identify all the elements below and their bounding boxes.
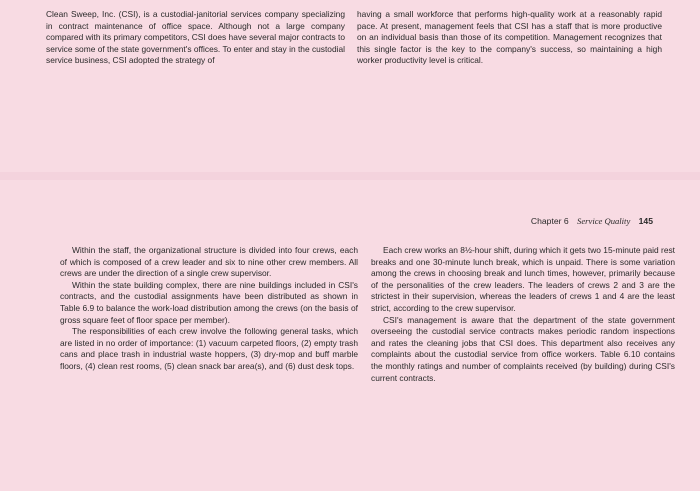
body-paragraph: Within the staff, the organizational structure is divided into four crews, each of which is composed of a crew leader and six to nine other crew members. All crews are under the direction of a single crew supervisor. (60, 245, 358, 279)
bottom-right-column (371, 245, 675, 384)
chapter-label: Chapter 6 (530, 216, 569, 226)
top-left-paragraph: Clean Sweep, Inc. (CSI), is a custodial-janitorial services company specializing in contract maintenance of office space. Although not a large company compared with its primary competitors, CSI does have several major contracts to service some of the state government's offices. To enter and stay in the custodial service business, CSI adopted the strategy of (46, 9, 345, 66)
top-left-column (46, 9, 345, 67)
chapter-title: Service Quality (577, 216, 631, 226)
body-paragraph: The responsibilities of each crew involve the following general tasks, which are listed in no order of importance: (1) vacuum carpeted floors, (2) empty trash cans and place trash in industrial waste hoppers, (3) dry-mop and buff marble floors, (4) clean rest rooms, (5) clean snack bar area(s), and (6) dust desk tops. (60, 326, 358, 371)
running-header (531, 216, 653, 226)
page-number: 145 (638, 216, 653, 226)
body-paragraph: Within the state building complex, there are nine buildings included in CSI's contracts, and the custodial assignments have been distributed as shown in Table 6.9 to balance the work-load distribution among the crews (on the basis of gross square feet of floor space per member). (60, 279, 358, 325)
body-paragraph: CSI's management is aware that the department of the state government overseeing the custodial service contracts makes periodic random inspections and rates the cleaning jobs that CSI does. This department also receives any complaints about the custodial service from office workers. Table 6.10 contains the monthly ratings and number of complaints received (by building) during CSI's current contracts. (371, 314, 675, 383)
page-gap (0, 172, 700, 180)
top-right-paragraph: having a small workforce that performs high-quality work at a reasonably rapid pace. At present, management feels that CSI has a staff that is more productive on an individual basis than those of its competition. Management recognizes that this single factor is the key to the company's success, so maintaining a high worker productivity level is critical. (357, 9, 662, 66)
top-right-column (357, 9, 662, 67)
bottom-left-column (60, 245, 358, 373)
body-paragraph: Each crew works an 8½-hour shift, during which it gets two 15-minute paid rest breaks and one 30-minute lunch break, which is unpaid. There is some variation among the crews in choosing break and lunch times, however, primarily because of the personalities of the crew leaders. The leaders of crews 2 and 3 are the strictest in their supervision, whereas the leaders of crews 1 and 4 are the least strict, according to the crew supervisor. (371, 245, 675, 313)
